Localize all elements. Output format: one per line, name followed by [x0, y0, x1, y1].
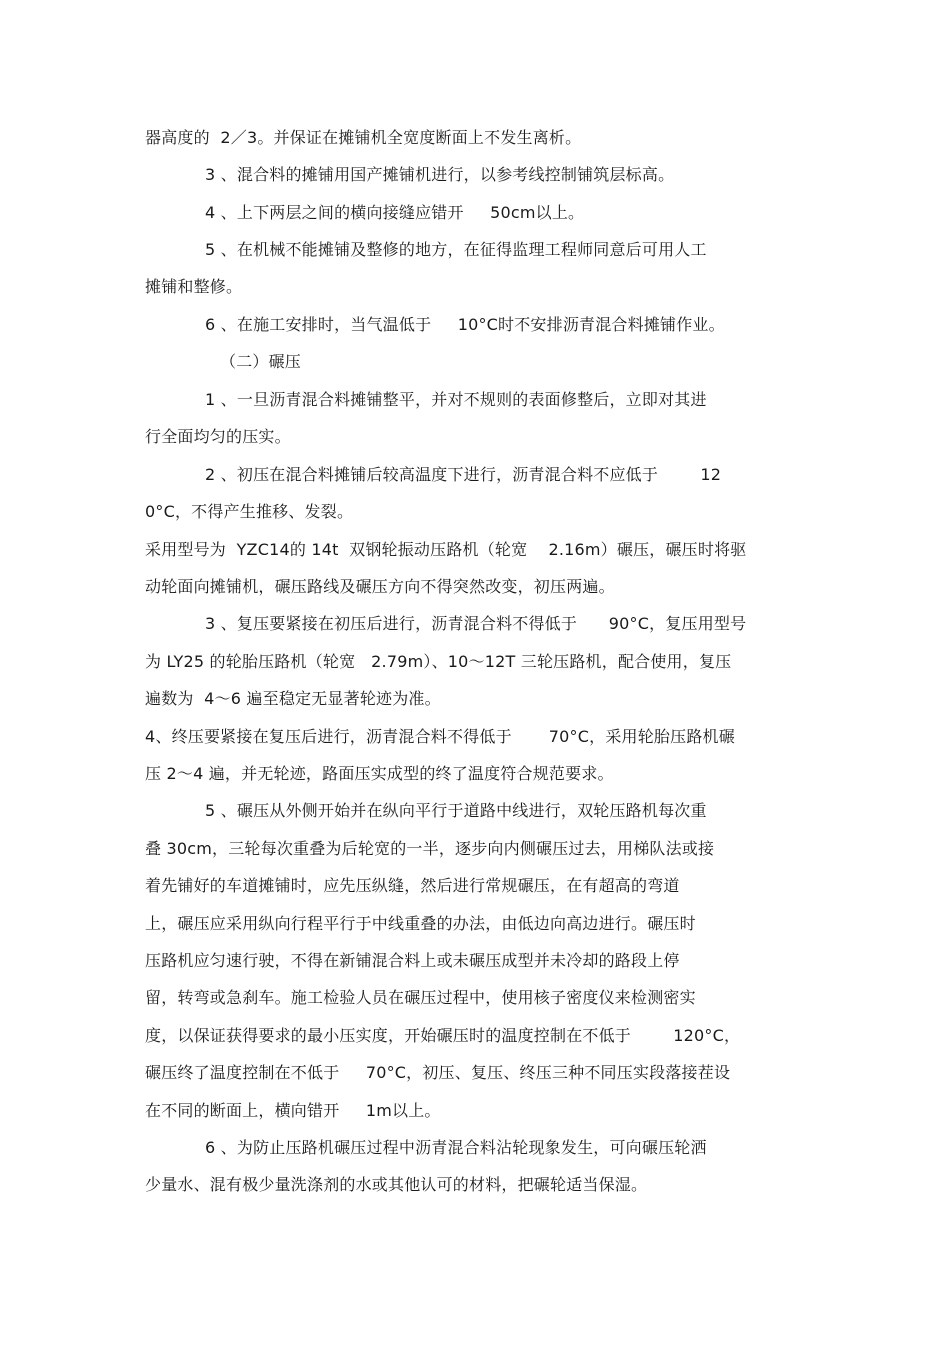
text-line-12: 采用型号为 YZC14的 14t 双钢轮振动压路机（轮宽 2.16m）碾压，碾压时将驱 [145, 540, 747, 559]
text-line-21: 着先铺好的车道摊铺时，应先压纵缝，然后进行常规碾压，在有超高的弯道 [145, 876, 680, 895]
text-line-4: 5 、在机械不能摊铺及整修的地方，在征得监理工程师同意后可用人工 [205, 240, 707, 259]
text-line-6: 6 、在施工安排时，当气温低于 10°C时不安排沥青混合料摊铺作业。 [205, 315, 725, 334]
text-line-27: 在不同的断面上，横向错开 1m以上。 [145, 1101, 441, 1120]
text-line-16: 遍数为 4～6 遍至稳定无显著轮迹为准。 [145, 689, 441, 708]
text-line-5: 摊铺和整修。 [145, 277, 243, 296]
text-line-22: 上，碾压应采用纵向行程平行于中线重叠的办法，由低边向高边进行。碾压时 [145, 914, 696, 933]
text-line-1: 器高度的 2／3。并保证在摊铺机全宽度断面上不发生离析。 [145, 128, 582, 147]
text-line-17: 4、终压要紧接在复压后进行，沥青混合料不得低于 70°C，采用轮胎压路机碾 [145, 727, 735, 746]
text-line-13: 动轮面向摊铺机，碾压路线及碾压方向不得突然改变，初压两遍。 [145, 577, 615, 596]
text-line-20: 叠 30cm，三轮每次重叠为后轮宽的一半，逐步向内侧碾压过去，用梯队法或接 [145, 839, 715, 858]
text-line-29: 少量水、混有极少量洗涤剂的水或其他认可的材料，把碾轮适当保湿。 [145, 1175, 648, 1194]
text-line-25: 度，以保证获得要求的最小压实度，开始碾压时的温度控制在不低于 120°C， [145, 1026, 741, 1045]
section-heading: （二）碾压 [220, 352, 302, 371]
text-line-26: 碾压终了温度控制在不低于 70°C，初压、复压、终压三种不同压实段落接茬设 [145, 1063, 731, 1082]
text-line-18: 压 2～4 遍，并无轮迹，路面压实成型的终了温度符合规范要求。 [145, 764, 614, 783]
text-line-8: 1 、一旦沥青混合料摊铺整平，并对不规则的表面修整后，立即对其进 [205, 390, 707, 409]
text-line-15: 为 LY25 的轮胎压路机（轮宽 2.79m）、10～12T 三轮压路机，配合使用，复压 [145, 652, 732, 671]
text-line-11: 0°C，不得产生推移、发裂。 [145, 502, 354, 521]
text-line-23: 压路机应匀速行驶，不得在新铺混合料上或未碾压成型并未冷却的路段上停 [145, 951, 680, 970]
text-line-2: 3 、混合料的摊铺用国产摊铺机进行，以参考线控制铺筑层标高。 [205, 165, 675, 184]
text-line-19: 5 、碾压从外侧开始并在纵向平行于道路中线进行，双轮压路机每次重 [205, 801, 707, 820]
text-line-10: 2 、初压在混合料摊铺后较高温度下进行，沥青混合料不应低于 12 [205, 465, 722, 484]
text-line-9: 行全面均匀的压实。 [145, 427, 291, 446]
text-line-14: 3 、复压要紧接在初压后进行，沥青混合料不得低于 90°C，复压用型号 [205, 614, 747, 633]
text-line-28: 6 、为防止压路机碾压过程中沥青混合料沾轮现象发生，可向碾压轮洒 [205, 1138, 707, 1157]
text-line-24: 留，转弯或急刹车。施工检验人员在碾压过程中，使用核子密度仪来检测密实 [145, 988, 696, 1007]
text-line-3: 4 、上下两层之间的横向接缝应错开 50cm以上。 [205, 203, 585, 222]
